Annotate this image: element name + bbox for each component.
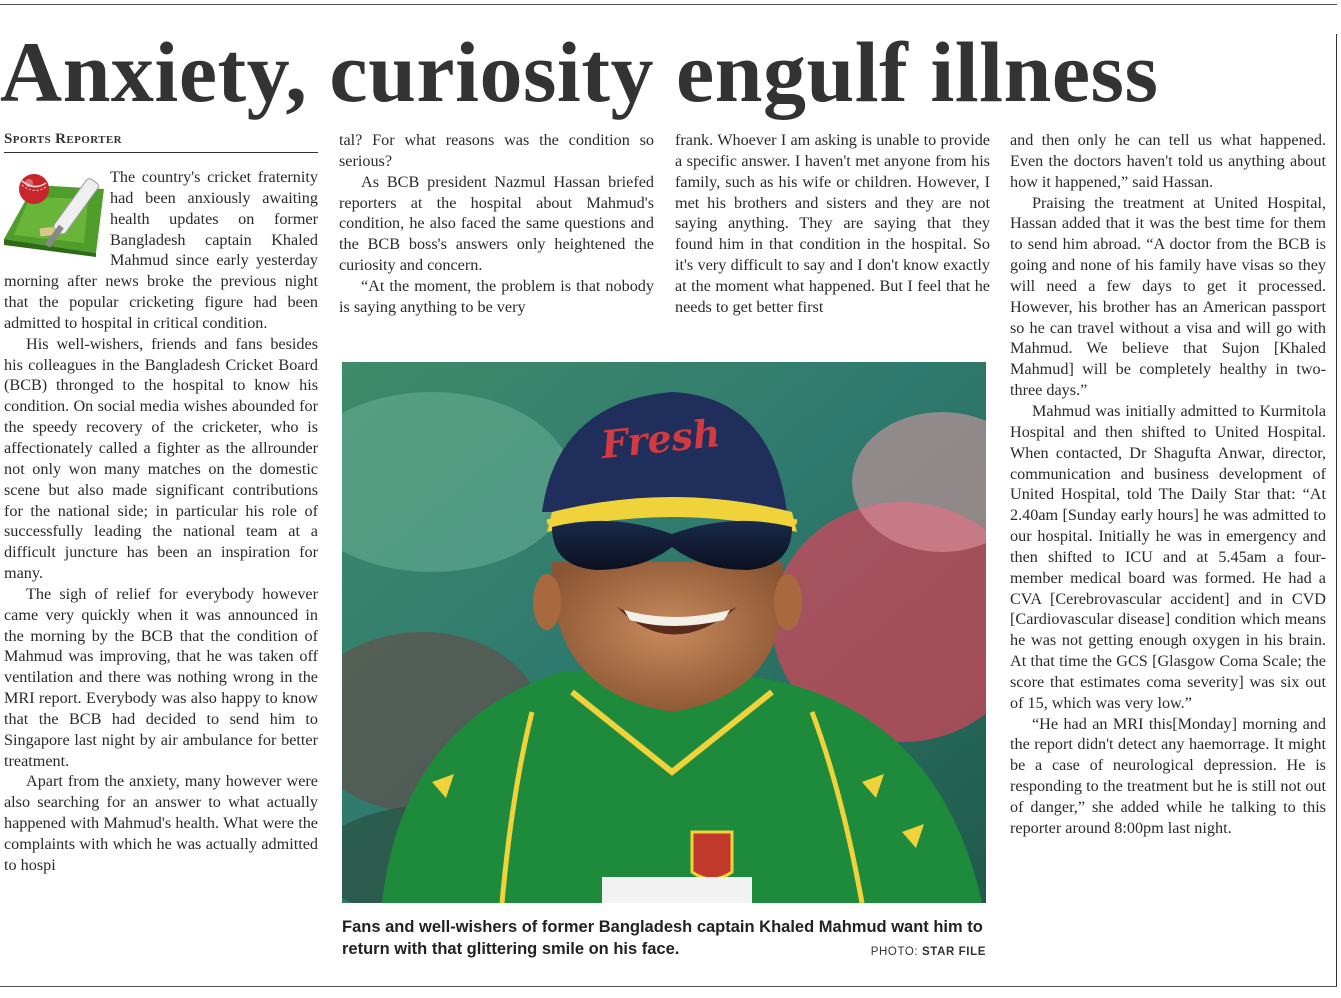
paragraph: and then only he can tell us what happened. Even the doctors haven't told us anything about how it happened,” said Hassan. — [1010, 131, 1326, 191]
paragraph: The country's cricket fraternity had been anxiously awaiting health updates on former Bangladesh captain Khaled Mahmud since early yesterday morning after news broke the previous night that the popular cricketing figure had been admitted to hospital in critical condition. — [4, 168, 318, 332]
credit-source: STAR FILE — [922, 946, 986, 958]
photo-caption: Fans and well-wishers of former Bangladesh captain Khaled Mahmud want him to return with that glittering smile on his face. — [342, 918, 983, 958]
cricketer-portrait-image — [342, 362, 986, 903]
column-4 — [1010, 130, 1326, 839]
paragraph: Apart from the anxiety, many however were also searching for an answer to what actually happened with Mahmud's health. What were the complaints with which he was actually admitted to hospi — [4, 772, 318, 874]
bottom-rule — [0, 986, 1337, 987]
top-rule — [0, 4, 1337, 5]
paragraph: Praising the treatment at United Hospital, Hassan added that it was the best time for them to send him abroad. “A doctor from the BCB is going and none of his family have visas so they will need a few days to get it processed. However, his brother has an American passport so he can travel without a visa and will go with Mahmud. We believe that Sujon [Khaled Mahmud] will be completely healthy in two-three days.” — [1010, 193, 1326, 400]
cap-logo-text: Fresh — [598, 409, 723, 468]
paragraph: As BCB president Nazmul Hassan briefed reporters at the hospital about Mahmud's condition, he also faced the same questions and the BCB boss's answers only heightened the curiosity and concern. — [339, 172, 654, 275]
photo-credit — [862, 946, 986, 958]
paragraph: frank. Whoever I am asking is unable to provide a specific answer. I haven't met anyone from his family, such as his wife or children. However, I met his brothers and sisters and they are not saying anything. They are saying that they found him in that condition in the hospital. So it's very difficult to say and I don't know exactly at the moment what happened. But I feel that he needs to get better first — [675, 131, 990, 316]
byline: Sports Reporter — [4, 131, 318, 153]
paragraph: “At the moment, the problem is that nobody is saying anything to be very — [339, 276, 654, 316]
headline: Anxiety, curiosity engulf illness — [0, 24, 1159, 120]
paragraph: Mahmud was initially admitted to Kurmitola Hospital and then shifted to United Hospital. When contacted, Dr Shagufta Anwar, director, communication and business development of United Hospital, told The Daily Star that: “At 2.40am [Sunday early hours] he was admitted to our hospital. Initially he was in emergency and then shifted to ICU and at 5.45am a four-member medical board was formed. He had a CVA [Cerebrovascular accident] and in CVD [Cardiovascular disease] condition which means he was not getting enough oxygen in his brain. At that time the GCS [Glasgow Coma Scale; the score that estimates coma severity] was six out of 15, which was very low.” — [1010, 401, 1326, 712]
right-rule — [1336, 34, 1337, 986]
paragraph: tal? For what reasons was the condition so serious? — [339, 131, 654, 170]
paragraph: “He had an MRI this[Monday] morning and the report didn't detect any haemorrage. It might be a case of neurological depression. He is responding to the treatment but he is still not out of danger,” she added while he talking to this reporter around 8:00pm last night. — [1010, 714, 1326, 837]
paragraph: The sigh of relief for everybody however came very quickly when it was announced in the morning by the BCB that the condition of Mahmud was improving, that he was taken off ventilation and there was nothing wrong in the MRI report. Everybody was also happy to know that the BCB had decided to send him to Singapore last night by air ambulance for better treatment. — [4, 584, 318, 770]
column-2 — [339, 130, 654, 318]
cricket-logo-icon — [0, 167, 108, 263]
news-photo — [342, 362, 986, 903]
credit-label: PHOTO: — [870, 946, 919, 958]
column-3 — [675, 130, 990, 318]
column-1 — [4, 167, 318, 876]
paragraph: His well-wishers, friends and fans besides his colleagues in the Bangladesh Cricket Board (BCB) thronged to the hospital to know his condition. On social media wishes abounded for the speedy recovery of the cricketer, who is affectionately called a fighter as the allrounder not only won many matches on the domestic scene but also made significant contributions for the national side; in particular his role of successfully leading the national team at a difficult juncture has been an inspiration for many. — [4, 334, 318, 583]
